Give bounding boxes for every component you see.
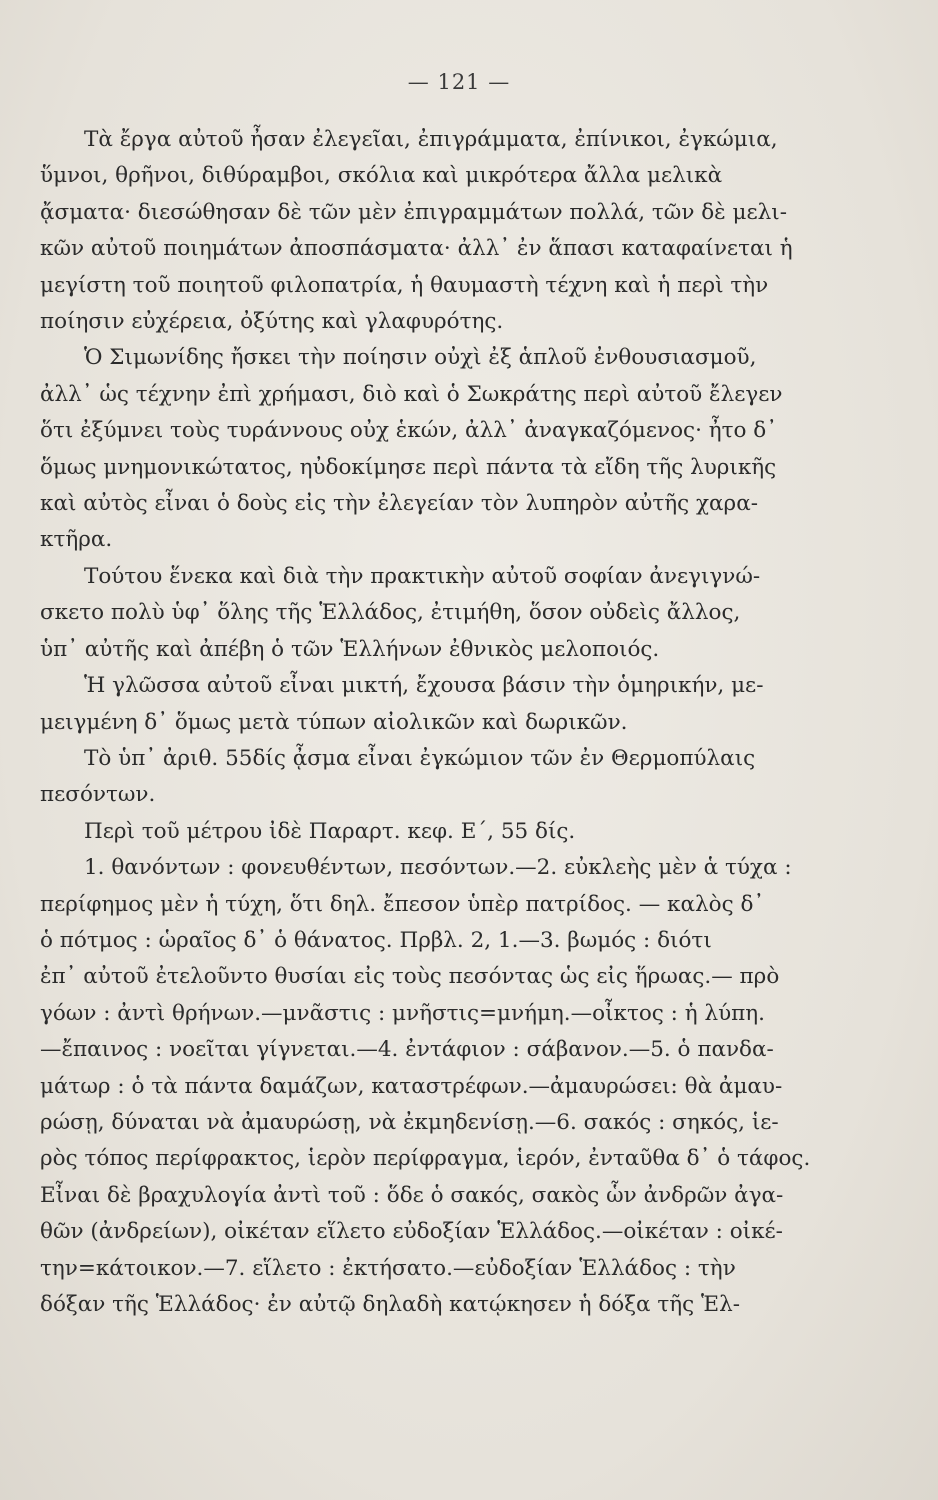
text-line: 1. θανόντων : φονευθέντων, πεσόντων.—2. εὐκλεὴς μὲν ἁ τύχα : <box>84 855 792 881</box>
text-line: Ὁ Σιμωνίδης ἤσκει τὴν ποίησιν οὐχὶ ἐξ ἁπλοῦ ἐνθουσιασμοῦ, <box>84 345 757 371</box>
text-line: ποίησιν εὐχέρεια, ὀξύτης καὶ γλαφυρότης. <box>40 309 504 335</box>
text-line: ὅμως μνημονικώτατος, ηὐδοκίμησε περὶ πάντα τὰ εἴδη τῆς λυρικῆς <box>40 454 777 480</box>
text-line: Τὰ ἔργα αὐτοῦ ἦσαν ἐλεγεῖαι, ἐπιγράμματα, ἐπίνικοι, ἐγκώμια, <box>84 127 778 152</box>
text-line: ἀλλ᾽ ὡς τέχνην ἐπὶ χρήμασι, διὸ καὶ ὁ Σωκράτης περὶ αὐτοῦ ἔλεγεν <box>40 381 783 407</box>
text-line: ρώσῃ, δύναται νὰ ἀμαυρώσῃ, νὰ ἐκμηδενίσῃ.—6. σακός : σηκός, ἱε- <box>40 1109 779 1135</box>
text-line: Εἶναι δὲ βραχυλογία ἀντὶ τοῦ : ὅδε ὁ σακός, σακὸς ὧν ἀνδρῶν ἀγα- <box>40 1182 784 1208</box>
text-line: ὅτι ἐξύμνει τοὺς τυράννους οὐχ ἑκών, ἀλλ᾽ ἀναγκαζόμενος· ἦτο δ᾽ <box>40 418 778 444</box>
text-line: πεσόντων. <box>40 782 156 808</box>
text-line: περίφημος μὲν ἡ τύχη, ὅτι δηλ. ἔπεσον ὑπὲρ πατρίδος. — καλὸς δ᾽ <box>40 891 765 917</box>
text-line: θῶν (ἀνδρείων), οἰκέταν εἵλετο εὐδοξίαν Ἑλλάδος.—οἰκέταν : οἰκέ- <box>40 1219 783 1245</box>
page-body <box>40 122 878 1323</box>
text-line: ὕμνοι, θρῆνοι, διθύραμβοι, σκόλια καὶ μικρότερα ἄλλα μελικὰ <box>40 163 723 189</box>
paragraph <box>40 814 878 850</box>
text-line: μεγίστη τοῦ ποιητοῦ φιλοπατρία, ἡ θαυμαστὴ τέχνη καὶ ἡ περὶ τὴν <box>40 272 769 298</box>
paragraph <box>40 850 878 1323</box>
text-line: Περὶ τοῦ μέτρου ἰδὲ Παραρτ. κεφ. Ε΄, 55 δίς. <box>84 818 576 844</box>
text-line: Τούτου ἕνεκα καὶ διὰ τὴν πρακτικὴν αὐτοῦ σοφίαν ἀνεγιγνώ- <box>84 563 761 589</box>
text-line: γόων : ἀντὶ θρήνων.—μνᾶστις : μνῆστις=μνήμη.—οἶκτος : ἡ λύπη. <box>40 1000 765 1026</box>
text-line: ὑπ᾽ αὐτῆς καὶ ἀπέβη ὁ τῶν Ἑλλήνων ἐθνικὸς μελοποιός. <box>40 636 660 662</box>
paragraph <box>40 668 878 741</box>
text-line: μειγμένη δ᾽ ὅμως μετὰ τύπων αἰολικῶν καὶ δωρικῶν. <box>40 709 628 735</box>
text-line: κτῆρα. <box>40 527 113 553</box>
text-line: —ἔπαινος : νοεῖται γίγνεται.—4. ἐντάφιον : σάβανον.—5. ὁ πανδα- <box>40 1037 774 1063</box>
text-line: ὁ πότμος : ὡραῖος δ᾽ ὁ θάνατος. Πρβλ. 2, 1.—3. βωμός : διότι <box>40 927 712 953</box>
text-line: κῶν αὐτοῦ ποιημάτων ἀποσπάσματα· ἀλλ᾽ ἐν ἅπασι καταφαίνεται ἡ <box>40 236 793 262</box>
text-line: Τὸ ὑπ᾽ ἀριθ. 55δίς ᾆσμα εἶναι ἐγκώμιον τῶν ἐν Θερμοπύλαις <box>84 745 756 771</box>
paragraph <box>40 741 878 814</box>
text-line: σκετο πολὺ ὑφ᾽ ὅλης τῆς Ἑλλάδος, ἐτιμήθη, ὅσον οὐδεὶς ἄλλος, <box>40 600 741 626</box>
paragraph <box>40 340 878 558</box>
paragraph <box>40 122 878 340</box>
text-line: μάτωρ : ὁ τὰ πάντα δαμάζων, καταστρέφων.—ἀμαυρώσει: θὰ ἀμαυ- <box>40 1073 783 1099</box>
text-line: καὶ αὐτὸς εἶναι ὁ δοὺς εἰς τὴν ἐλεγείαν τὸν λυπηρὸν αὐτῆς χαρα- <box>40 491 758 517</box>
text-line: ἐπ᾽ αὐτοῦ ἐτελοῦντο θυσίαι εἰς τοὺς πεσόντας ὡς εἰς ἥρωας.— πρὸ <box>40 964 780 990</box>
text-line: δόξαν τῆς Ἑλλάδος· ἐν αὐτῷ δηλαδὴ κατῴκησεν ἡ δόξα τῆς Ἑλ- <box>40 1292 741 1317</box>
text-line: την=κάτοικον.—7. εἵλετο : ἐκτήσατο.—εὐδοξίαν Ἑλλάδος : τὴν <box>40 1255 736 1281</box>
text-line: Ἡ γλῶσσα αὐτοῦ εἶναι μικτή, ἔχουσα βάσιν τὴν ὁμηρικήν, με- <box>84 673 764 699</box>
page-number: — 121 — <box>407 70 511 94</box>
text-line: ᾄσματα· διεσώθησαν δὲ τῶν μὲν ἐπιγραμμάτων πολλά, τῶν δὲ μελι- <box>40 199 787 225</box>
paragraph <box>40 559 878 668</box>
text-line: ρὸς τόπος περίφρακτος, ἱερὸν περίφραγμα, ἱερόν, ἐνταῦθα δ᾽ ὁ τάφος. <box>40 1146 811 1172</box>
